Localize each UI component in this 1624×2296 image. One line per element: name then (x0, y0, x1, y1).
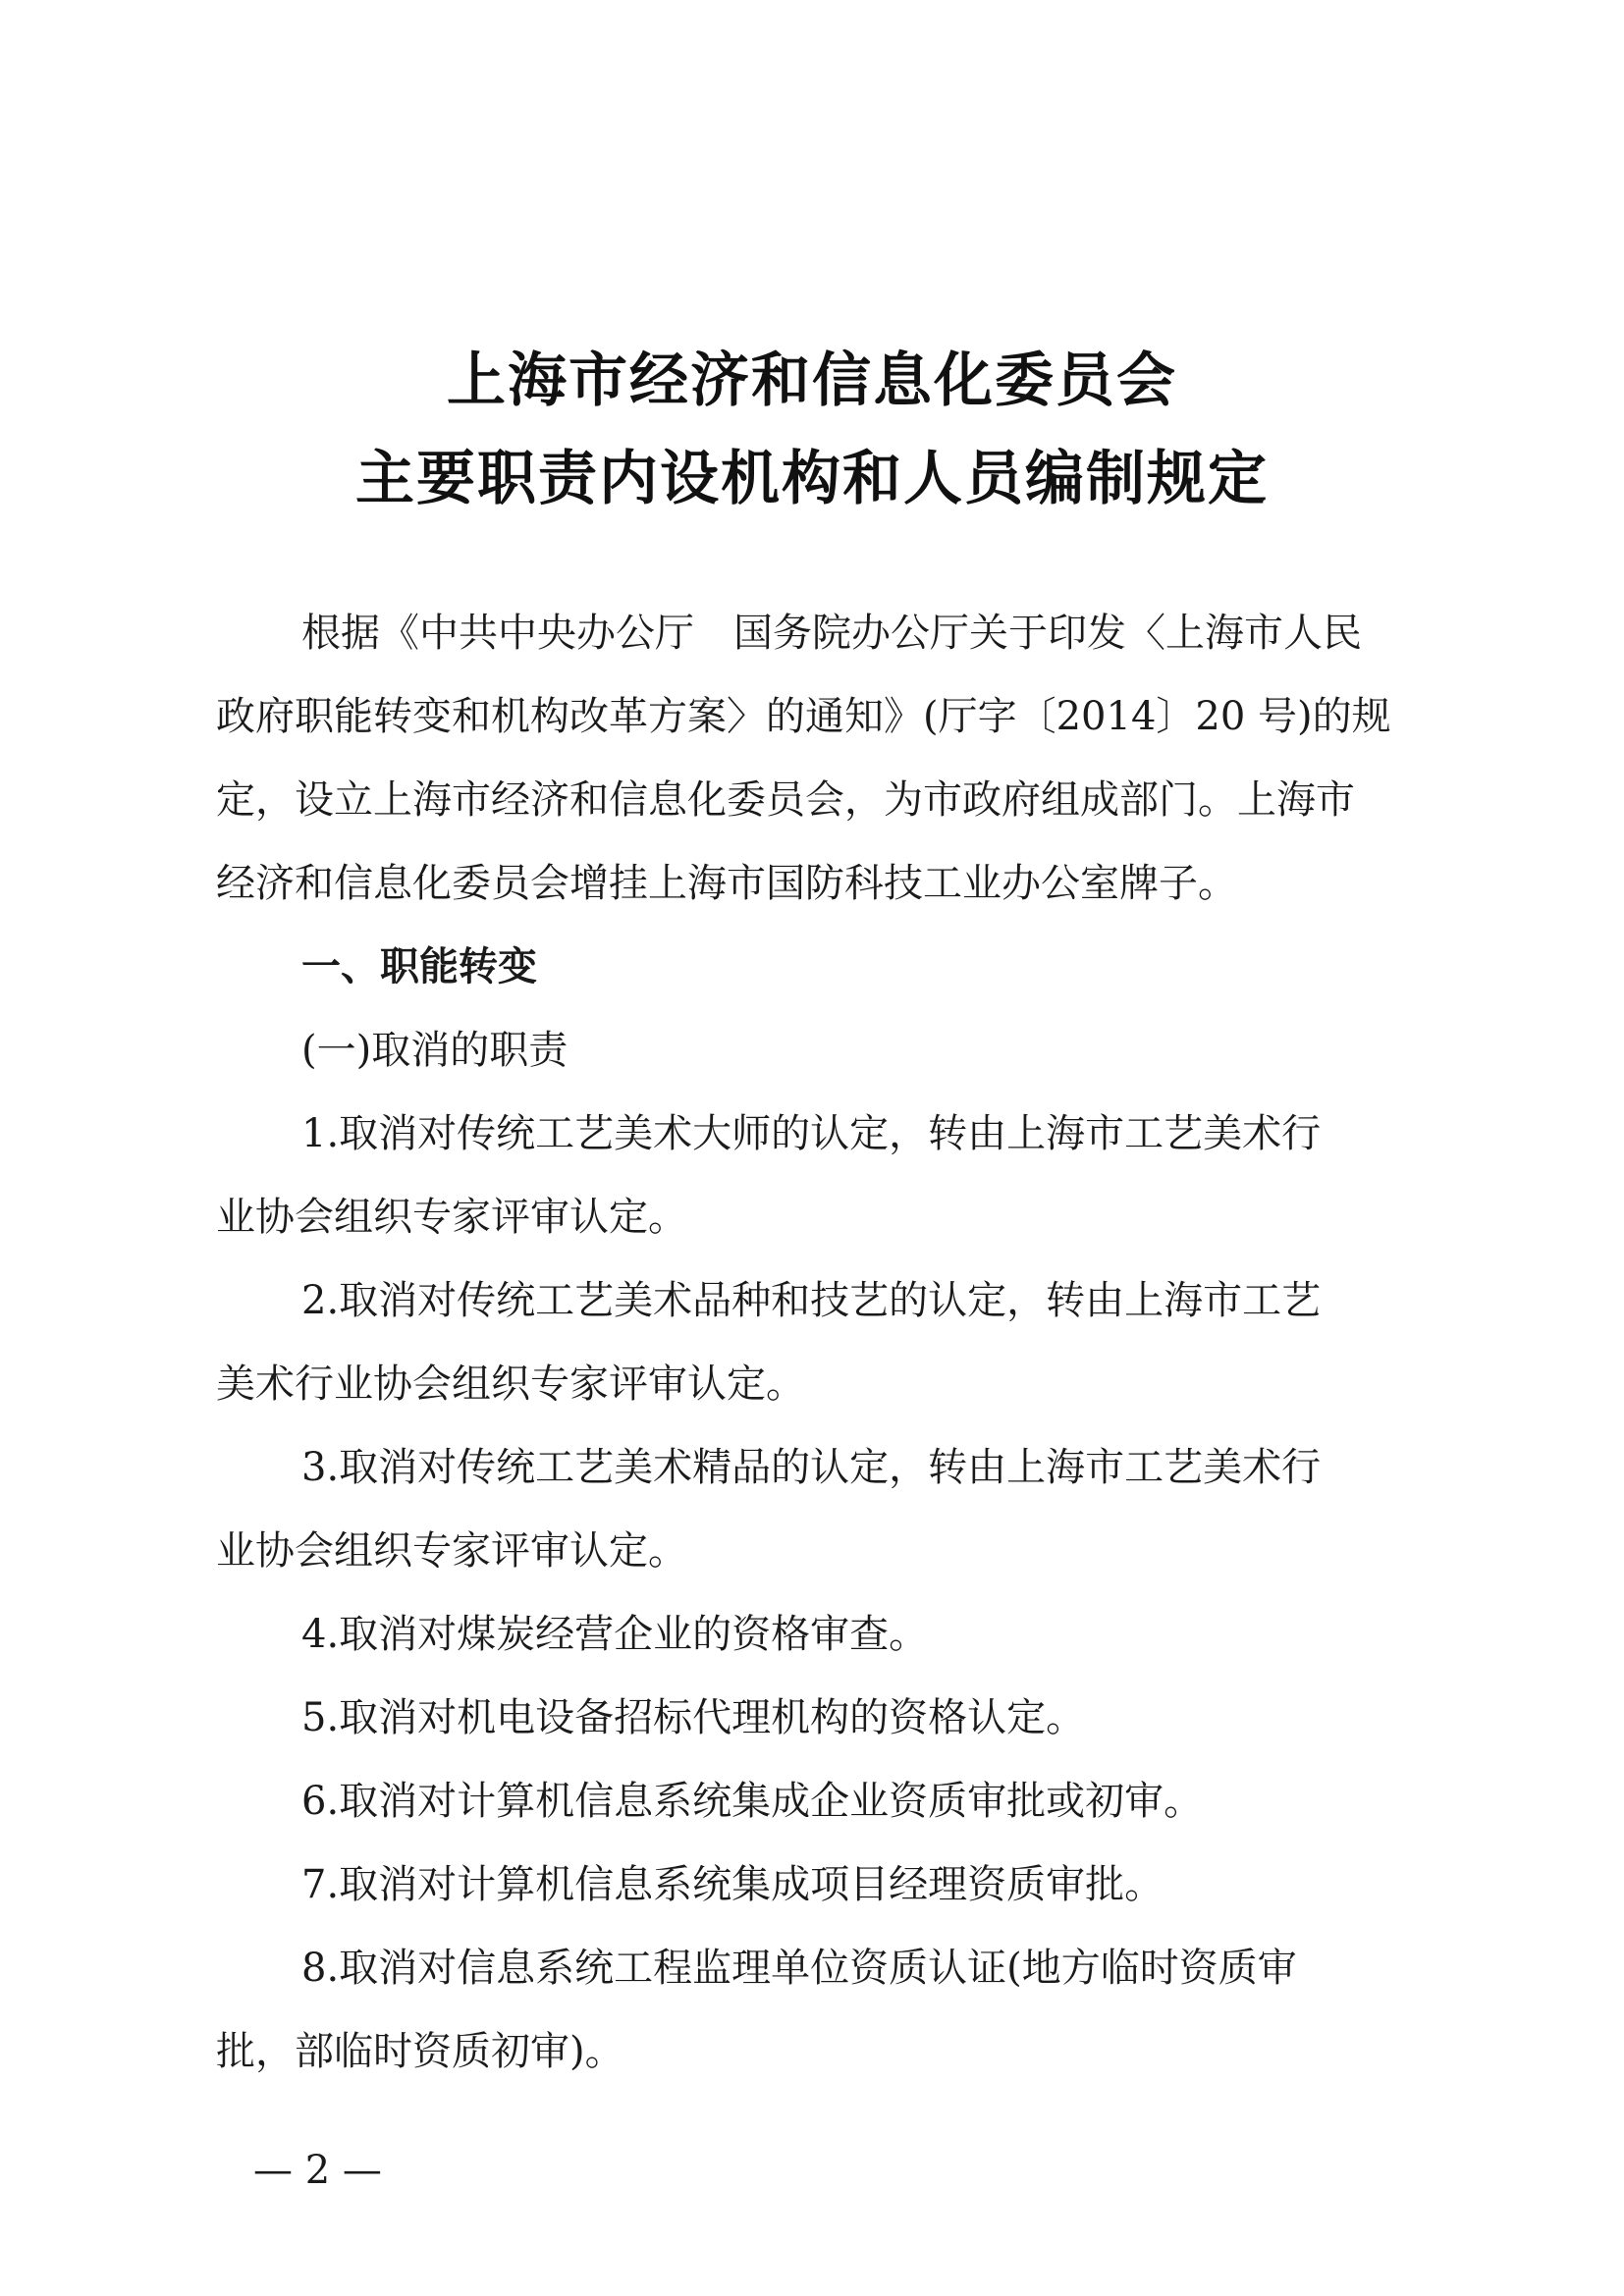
item-7: 7.取消对计算机信息系统集成项目经理资质审批。 (301, 1862, 1164, 1907)
section-heading-function-change: 一、职能转变 (301, 944, 537, 989)
page-number: — 2 — (253, 2148, 382, 2193)
item-4: 4.取消对煤炭经营企业的资格审查。 (301, 1612, 929, 1657)
document-title-line-2: 主要职责内设机构和人员编制规定 (355, 445, 1269, 513)
intro-paragraph-line-4: 经济和信息化委员会增挂上海市国防科技工业办公室牌子。 (216, 861, 1237, 906)
item-8-line-1: 8.取消对信息系统工程监理单位资质认证(地方临时资质审 (301, 1946, 1297, 1991)
item-8-line-2: 批，部临时资质初审)。 (216, 2029, 624, 2074)
item-3-line-2: 业协会组织专家评审认定。 (216, 1528, 687, 1574)
item-2-line-1: 2.取消对传统工艺美术品种和技艺的认定，转由上海市工艺 (301, 1278, 1322, 1323)
item-2-line-2: 美术行业协会组织专家评审认定。 (216, 1362, 805, 1407)
item-1-line-2: 业协会组织专家评审认定。 (216, 1195, 687, 1240)
intro-paragraph-line-2: 政府职能转变和机构改革方案〉的通知》(厅字〔2014〕20 号)的规 (216, 694, 1391, 739)
item-6: 6.取消对计算机信息系统集成企业资质审批或初审。 (301, 1779, 1204, 1824)
intro-paragraph-line-1: 根据《中共中央办公厅 国务院办公厅关于印发〈上海市人民 (301, 611, 1362, 656)
document-title-line-1: 上海市经济和信息化委员会 (447, 347, 1177, 415)
intro-paragraph-line-3: 定，设立上海市经济和信息化委员会，为市政府组成部门。上海市 (216, 777, 1355, 823)
item-5: 5.取消对机电设备招标代理机构的资格认定。 (301, 1695, 1086, 1740)
item-1-line-1: 1.取消对传统工艺美术大师的认定，转由上海市工艺美术行 (301, 1111, 1322, 1156)
subsection-heading-cancelled-duties: (一)取消的职责 (301, 1028, 568, 1073)
item-3-line-1: 3.取消对传统工艺美术精品的认定，转由上海市工艺美术行 (301, 1445, 1322, 1490)
